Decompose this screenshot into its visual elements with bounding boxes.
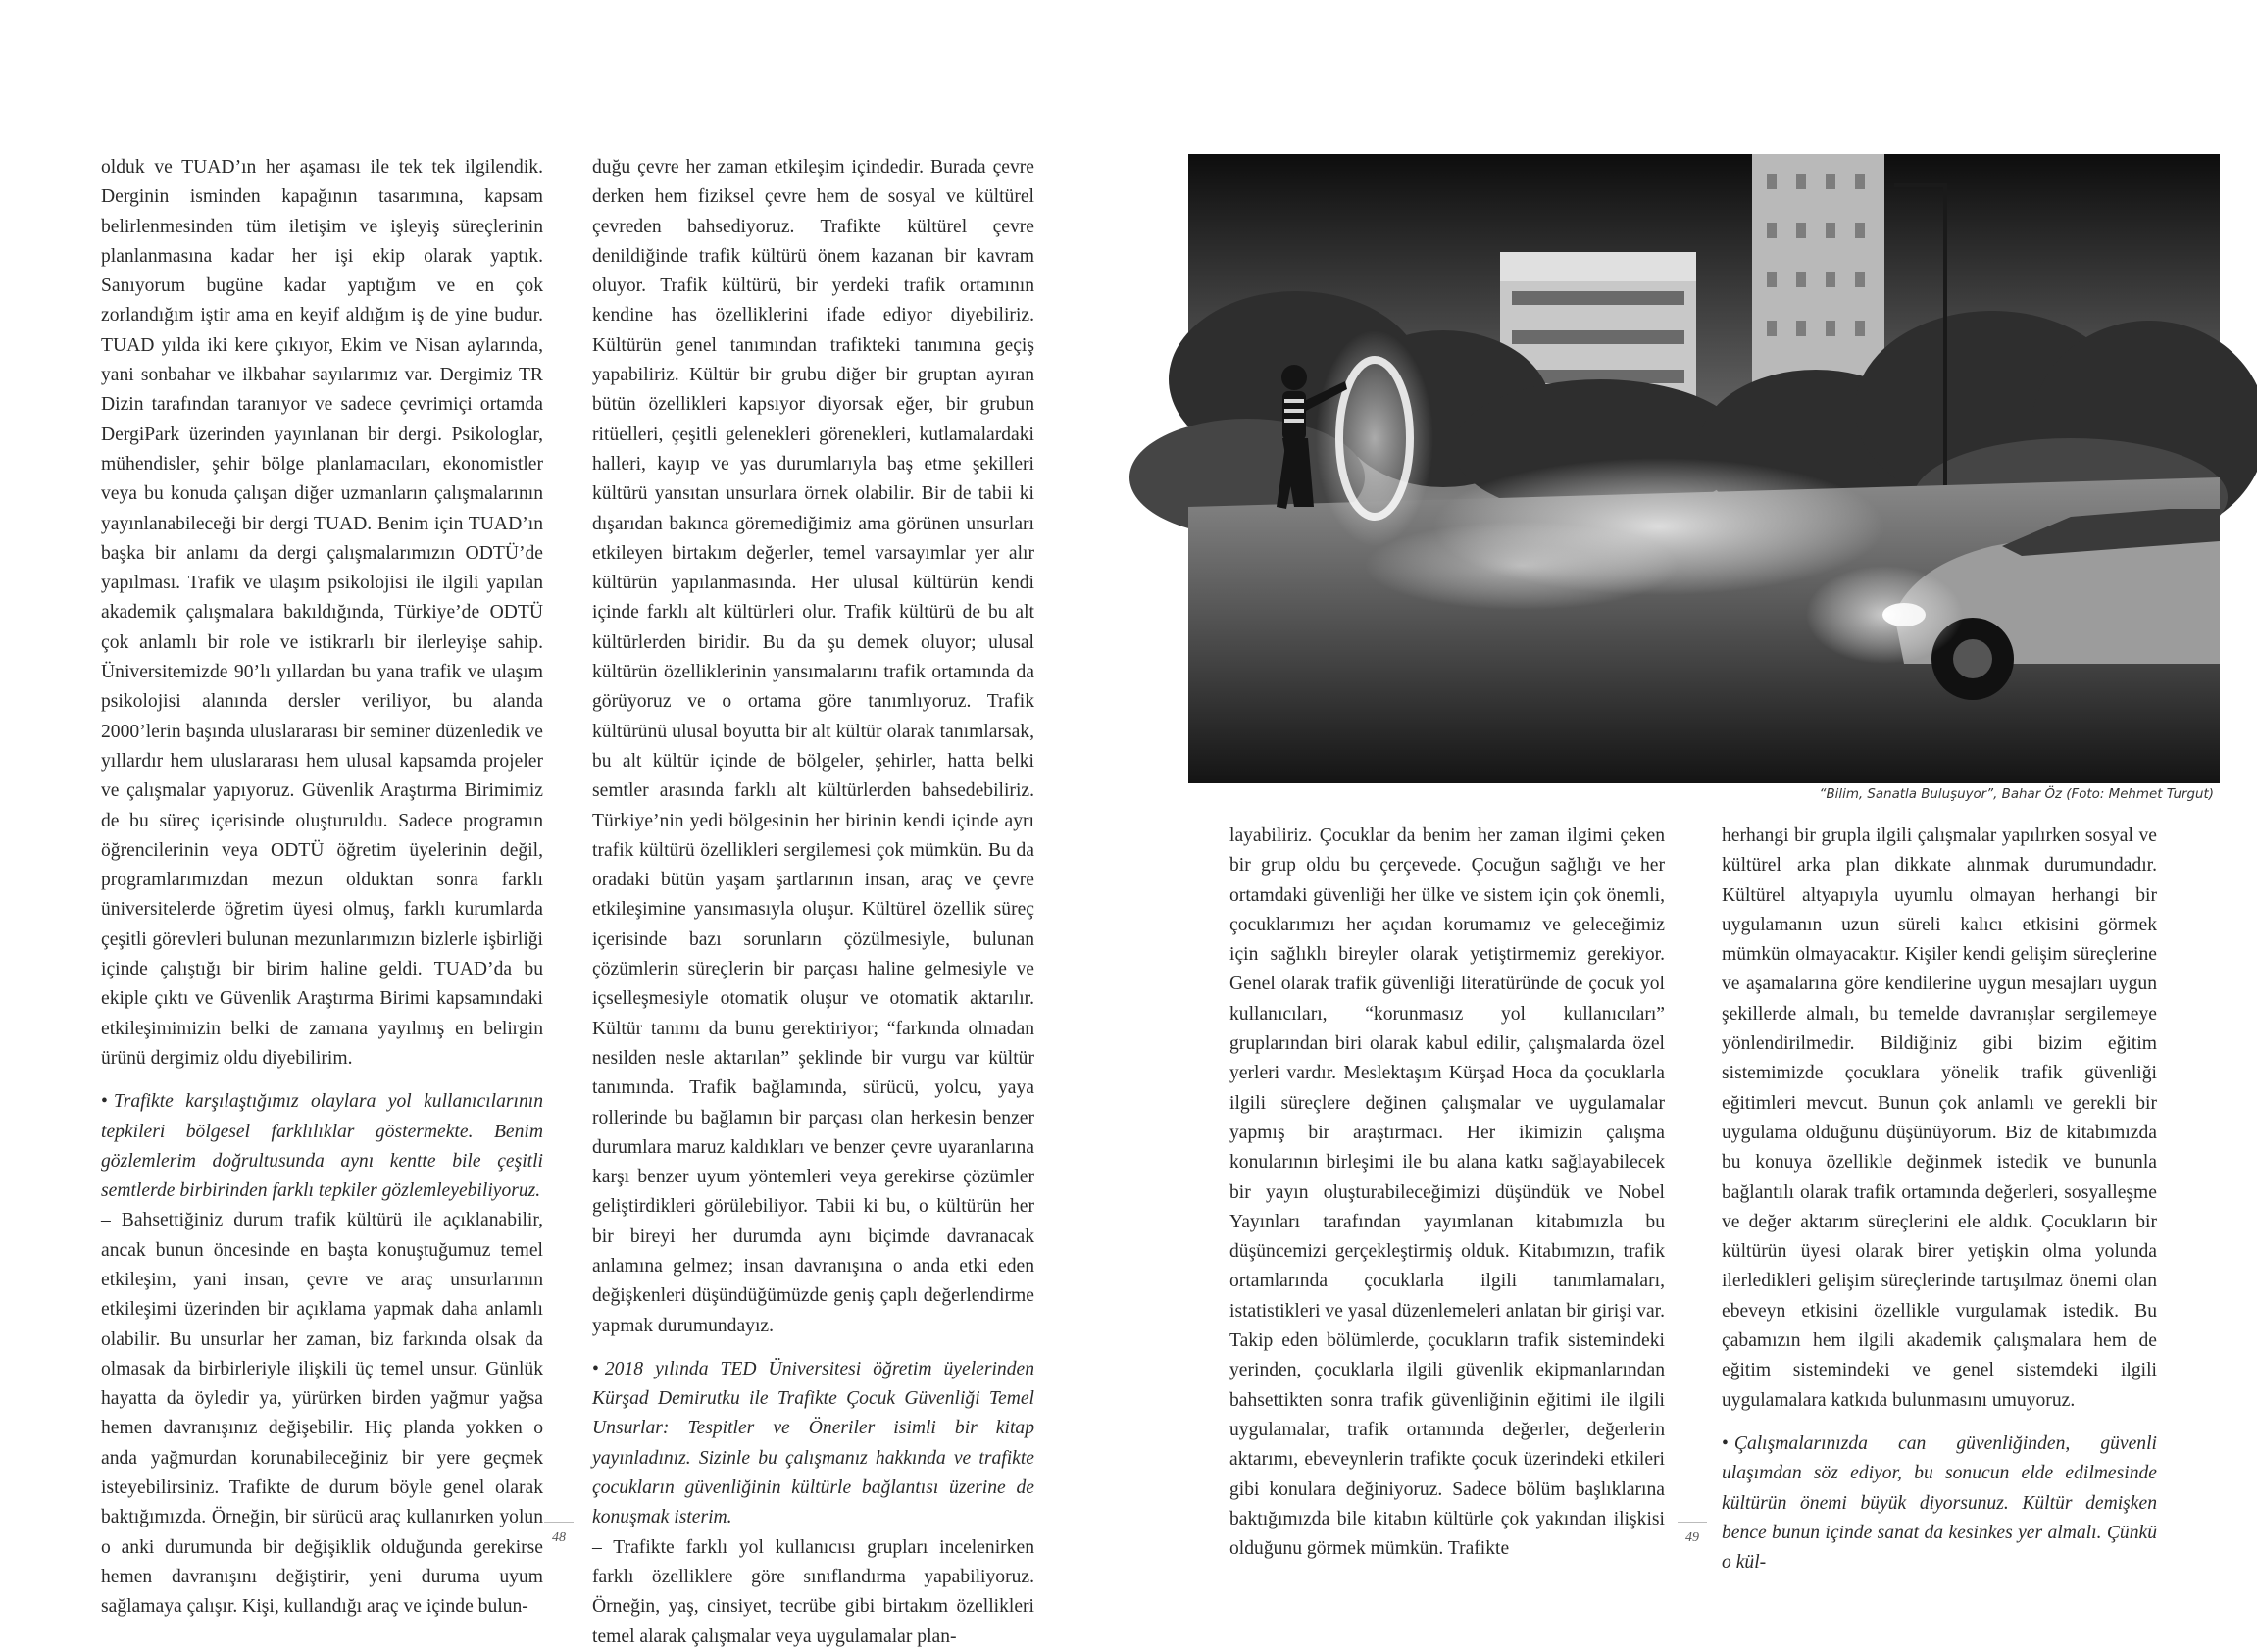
right-page xyxy=(1128,0,2257,1592)
right-page-column-1 xyxy=(1229,822,1665,1560)
interview-answer xyxy=(592,153,1034,1341)
page-number-right-text: 49 xyxy=(1685,1530,1699,1545)
page-number-left xyxy=(529,1522,588,1546)
folio-rule xyxy=(1678,1522,1707,1523)
interview-answer xyxy=(1229,822,1665,1564)
question-bullet: • xyxy=(1722,1432,1729,1454)
paragraph-text: Çalışmalarınızda can güvenliğinden, güvenli ulaşımdan söz ediyor, bu sonucun elde edilmesinde kültürün önemi büyük diyorsunuz. Kültür demişken bence bunun içinde sanat da kesinkes yer almalı. Çünkü o kül- xyxy=(1722,1432,2157,1574)
paragraph-text: 2018 yılında TED Üniversitesi öğretim üyelerinden Kürşad Demirutku ile Trafikte Çocuk Güvenliği Temel Unsurlar: Tespitler ve Öneriler isimli bir kitap yayınladınız. Sizinle bu çalışmanız hakkında ve trafikte çocukların güvenliğinin kültürle bağlantısı üzerine de konuşmak isterim. xyxy=(592,1358,1034,1528)
question-bullet: • xyxy=(592,1358,599,1379)
left-page-column-1 xyxy=(101,153,543,1618)
photo-illustration xyxy=(1188,154,2220,783)
interview-question xyxy=(1722,1429,2157,1577)
question-bullet: • xyxy=(101,1091,108,1113)
interview-question xyxy=(101,1087,543,1206)
interview-answer xyxy=(592,1533,1034,1652)
page-number-left-text: 48 xyxy=(552,1530,566,1545)
right-page-column-2 xyxy=(1722,822,2157,1574)
photo-caption: “Bilim, Sanatla Buluşuyor”, Bahar Öz (Foto: Mehmet Turgut) xyxy=(1819,787,2214,802)
paragraph-text: – Trafikte farklı yol kullanıcısı grupları incelenirken farklı özelliklere göre sınıflandırma yapabiliyoruz. Örneğin, yaş, cinsiyet, tecrübe gibi birtakım özellikleri temel alarak çalışmalar veya uygulamalar plan- xyxy=(592,1536,1034,1647)
paragraph-text: layabiliriz. Çocuklar da benim her zaman ilgimi çeken bir grup oldu bu çerçevede. Çocuğun sağlığı ve her ortamdaki güvenliği her ülke ve sistem için çok önemli, çocuklarımızı her açıdan korumamız ve geleceğimiz için sağlıklı bireyler olarak yetiştirmemiz gerekiyor. Genel olarak trafik güvenliği literatüründe de çocuk yol kullanıcıları, “korunmasız yol kullanıcıları” gruplarından biri olarak kabul edilir, çalışmalarda özel yerleri vardır. Meslektaşım Kürşad Hoca da çocuklarla ilgili süreçlere değinen çalışmalar ve uygulamalar yapmış bir araştırmacı. Her ikimizin çalışma konularının birleşimi ile bu alana katkı sağlayabilecek bir yayın oluşturabileceğimizi düşündük ve Nobel Yayınları tarafından yayımlanan kitabımızla bu düşüncemizi gerçekleştirmiş olduk. Kitabımızın, trafik ortamlarında çocuklarla ilgili tanımlamaları, istatistikleri ve yasal düzenlemeleri anlatan bir girişi var. Takip eden bölümlerde, çocukların trafik sistemindeki yerinden, çocuklarla ilgili güvenlik ekipmanlarından bahsettikten sonra trafik güvenliğinin eğitimi ile ilgili uygulamalar, trafik ortamında değerler, değerlerin aktarımı, ebeveynlerin trafikte çocuk üzerindeki etkileri gibi konulara değiniyoruz. Sadece bölüm başlıklarına baktığımızda bile kitabın kültürle çok yakından ilişkisi olduğunu görmek mümkün. Trafikte xyxy=(1229,826,1665,1560)
left-page xyxy=(0,0,1128,1647)
folio-rule xyxy=(544,1522,574,1523)
interview-answer xyxy=(101,153,543,1074)
interview-answer xyxy=(1722,822,2157,1416)
paragraph-text: duğu çevre her zaman etkileşim içindedir. Burada çevre derken hem fiziksel çevre hem de sosyal ve kültürel çevreden bahsediyoruz. Trafikte kültürel çevre denildiğinde trafik kültürü önem kazanan bir kavram oluyor. Trafik kültürü, bir yerdeki trafik ortamının kendine has özelliklerini ifade ediyor diyebiliriz. Kültürün genel tanımından trafikteki tanımına geçiş yapabiliriz. Kültür bir grubu diğer bir gruptan ayıran bütün özellikleri kapsıyor diyorsak eğer, bir grubun ritüelleri, çeşitli gelenekleri görenekleri, kutlamalardaki halleri, kayıp ve yas durumlarıyla baş etme şekilleri kültürü yansıtan unsurlara örnek olabilir. Bir de tabii ki dışarıdan bakınca göremediğimiz ama görünen unsurları etkileyen birtakım değerler, temel varsayımlar yer alır kültürün yapılanmasında. Her ulusal kültürün kendi içinde farklı alt kültürleri olur. Trafik kültürü de bu alt kültürlerden biridir. Bu da şu demek oluyor; ulusal kültürün özelliklerinin yansımalarını trafik ortamında da görüyoruz ve o ortama göre tanımlıyoruz. Trafik kültürünü ulusal boyutta bir alt kültür olarak tanımlarsak, bu alt kültür içinde de bölgeler, şehirler, hatta belki semtler arasında farklı alt kültürlerden bahsedebiliriz. Türkiye’nin yedi bölgesinin her birinin kendi içinde ayrı trafik kültürü özellikleri sergilemesi çok mümkün. Bu da oradaki bütün yaşam şartlarının insan, araç ve çevre etkileşimine yansımasıyla oluşur. Kültürel özellik süreç içerisinde bazı sorunların çözülmesiyle, bulunan çözümlerin süreçlerin bir parçası haline gelmesiyle ve içselleşmesiyle otomatik oluşur ve otomatik aktarılır. Kültür tanımı da bunu gerektiriyor; “farkında olmadan nesilden nesle aktarılan” şeklinde bir vurgu var kültür tanımında. Trafik bağlamında, sürücü, yolcu, yaya rollerinde bu bağlamın bir parçası olan herkesin benzer durumlara maruz kaldıkları ve benzer çevre uyaranlarına karşı benzer uyum yöntemleri veya gerekirse çözümler geliştirdikleri görülebiliyor. Tabii ki bu, o kültürün her bir bireyi her durumda aynı biçimde davranacak anlamına gelmez; insan davranışına o anda etki eden değişkenleri düşündüğümüzde geniş çaplı değerlendirme yapmak durumundayız. xyxy=(592,157,1034,1336)
artwork-photo xyxy=(1188,154,2220,783)
left-page-column-2 xyxy=(592,153,1034,1647)
paragraph-text: – Bahsettiğiniz durum trafik kültürü ile açıklanabilir, ancak bunun öncesinde en başta konuştuğumuz temel etkileşim, yani insan, çevre ve araç unsurlarının etkileşimi üzerinden bir açıklama yapmak daha anlamlı olabilir. Bu unsurlar her zaman, biz farkında olsak da olmasak da birbirleriyle ilişkili üç temel unsur. Günlük hayatta da öyledir ya, yürürken birden yağmur yağsa hemen davranışınız değişebilir. Hiç planda yokken o anda yağmurdan korunabileceğiniz bir yere geçmek isteyebilirsiniz. Trafikte de durum böyle genel olarak baktığımızda. Örneğin, bir sürücü araç kullanırken yolun o anki durumunda bir değişiklik olduğunda gerekirse hemen davranışını değiştirir, yeni duruma uyum sağlamaya çalışır. Kişi, kullandığı araç ve içinde bulun- xyxy=(101,1210,543,1618)
paragraph-text: herhangi bir grupla ilgili çalışmalar yapılırken sosyal ve kültürel arka plan dikkate alınmak durumundadır. Kültürel altyapıyla uyumlu olmayan herhangi bir uygulamanın uzun süreli kalıcı etkisini görmek mümkün olmayacaktır. Kişiler kendi gelişim süreçlerine ve aşamalarına göre kendilerine uygun mesajları uygun şekillerde almalı, bu temelde davranışlar sergilemeye yönlendirilmedir. Bildiğiniz gibi bizim eğitim sistemimizde çocuklara yönelik trafik güvenliği eğitimleri mevcut. Bunun çok anlamlı ve gerekli bir uygulama olduğunu düşünüyorum. Biz de kitabımızda bu konuya özellikle değinmek istedik ve bununla bağlantılı olarak trafik ortamında değerleri, sosyalleşme ve değer aktarım süreçlerini ele aldık. Çocukların bir kültürün üyesi olarak birer yetişkin olma yolunda ilerledikleri gelişim süreçlerinde tartışılmaz önemi olan ebeveyn etkisini özellikle vurgulamak istedik. Bu çabamızın hem ilgili akademik çalışmalara hem de eğitim sistemindeki ve genel sistemdeki ilgili uygulamalara katkıda bulunmasını umuyoruz. xyxy=(1722,826,2157,1411)
paragraph-text: Trafikte karşılaştığımız olaylara yol kullanıcılarının tepkileri bölgesel farklılıklar göstermekte. Benim gözlemlerim doğrultusunda aynı kentte bile çeşitli semtlerde birbirinden farklı tepkiler gözlemleyebiliyoruz. xyxy=(101,1091,543,1202)
paragraph-text: olduk ve TUAD’ın her aşaması ile tek tek ilgilendik. Derginin isminden kapağının tasarımına, kapsam belirlenmesinden tüm iletişim ve işleyiş süreçlerinin planlanmasına kadar her işi ekip olarak yaptık. Sanıyorum bugüne kadar yaptığım ve en çok zorlandığım iştir ama en keyif aldığım iş de yine budur. TUAD yılda iki kere çıkıyor, Ekim ve Nisan aylarında, yani sonbahar ve ilkbahar sayılarımız var. Dergimiz TR Dizin tarafından taranıyor ve sadece çevrimiçi ortamda DergiPark üzerinden yayınlanan bir dergi. Psikologlar, mühendisler, şehir bölge planlamacıları, ekonomistler veya bu konuda çalışan diğer uzmanların çalışmalarının yayınlanabileceği bir dergi TUAD. Benim için TUAD’ın başka bir anlamı da dergi çalışmalarımızın ODTÜ’de yapılması. Trafik ve ulaşım psikolojisi ile ilgili yapılan akademik çalışmalara bakıldığında, Türkiye’de ODTÜ çok anlamlı bir role ve istikrarlı bir ilerleyişe sahip. Üniversitemizde 90’lı yıllardan bu yana trafik ve ulaşım psikolojisi alanında dersler veriliyor, bu alanda 2000’lerin başında uluslararası bir seminer düzenledik ve yıllardır hem uluslararası hem ulusal kapsamda projeler ve çalışmalar yapıyoruz. Güvenlik Araştırma Birimimiz de bu süreç içerisinde oluşturuldu. Sadece programın öğrencilerinin veya ODTÜ öğretim üyelerinin değil, programlarımızdan mezun olduktan sonra farklı üniversitelerde öğretim üyesi olmuş, farklı kurumlarda çeşitli görevleri bulunan mezunlarımızın bizlerle işbirliği içinde çalıştığı bir birim haline geldi. TUAD’da bu ekiple çıktı ve Güvenlik Araştırma Birimi kapsamındaki etkileşimimizin belki de zamana yayılmış en belirgin ürünü dergimiz oldu diyebilirim. xyxy=(101,157,543,1069)
interview-answer xyxy=(101,1206,543,1622)
page-number-right xyxy=(1663,1522,1722,1546)
interview-question xyxy=(592,1355,1034,1533)
